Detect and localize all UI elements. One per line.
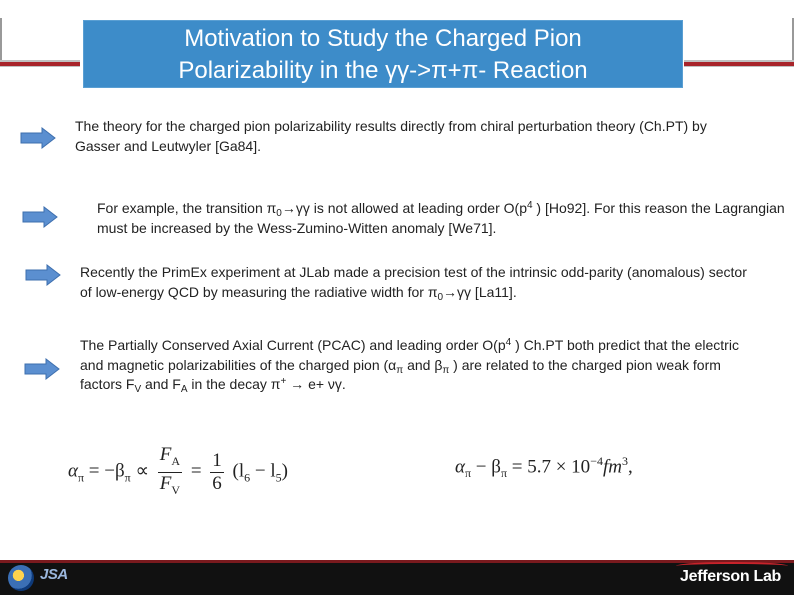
bullet-paragraph-2: For example, the transition $\pi_0\to\gamma\gamma$ is not allowed at leading order $O(p^4$ ) [Ho92]. For this reason the Lagrangian must be increased by the Wess-Zumino-Witten anomaly [We71]. (97, 200, 785, 236)
arrow-right-icon (20, 127, 56, 149)
left-accent-bar (0, 18, 2, 62)
slide-title-line-2: Polarizability in the γγ->π+π- Reaction (178, 57, 588, 84)
slide-title (83, 20, 683, 88)
arrow-right-icon (25, 264, 61, 286)
jefferson-lab-logo: Jefferson Lab (680, 568, 781, 586)
doe-seal-logo (8, 565, 34, 591)
jlab-swoosh-icon (676, 562, 788, 570)
one-sixth-fraction: $\frac{1}{6}$ (212, 449, 222, 494)
formula-polarizability-value: $\alpha_\pi - \beta_\pi = 5.7 \times 10^{-4}fm^3$, (455, 454, 633, 481)
arrow-right-icon (22, 206, 58, 228)
arrow-right-icon (24, 358, 60, 380)
bullet-paragraph-3: Recently the PrimEx experiment at JLab made a precision test of the intrinsic odd-parity (anomalous) sector of low-energy QCD by measuring the radiative width for $\pi_0\to\gamma\gamma$ [La11]. (80, 264, 747, 303)
formula-polarizability-relation: $\alpha_\pi = -\beta_\pi$ ∝ $\frac{F_A}{F_V}$ = $\frac{1}{6}$ $(l_6 - l_5)$ (68, 444, 288, 501)
form-factor-ratio: $\frac{F_A}{F_V}$ (159, 444, 181, 497)
slide-title-line-1: Motivation to Study the Charged Pion (184, 25, 582, 52)
bullet-paragraph-4: The Partially Conserved Axial Current (PCAC) and leading order $O(p^4$ ) Ch.PT both predict that the electric and magnetic polarizabilities of the charged pion ($\alpha_\pi$ and $\beta_\pi$ ) are related to the charged pion weak form factors $F_V$ and $F_A$ in the decay π+ → e+ νγ. (80, 337, 739, 395)
bullet-paragraph-1: The theory for the charged pion polarizability results directly from chiral perturbation theory (Ch.PT) by Gasser and Leutwyler [Ga84]. (75, 118, 707, 154)
right-divider-rule (684, 60, 794, 67)
slide-footer (0, 560, 794, 595)
jsa-logo: JSA (40, 566, 68, 583)
left-divider-rule (0, 60, 80, 67)
